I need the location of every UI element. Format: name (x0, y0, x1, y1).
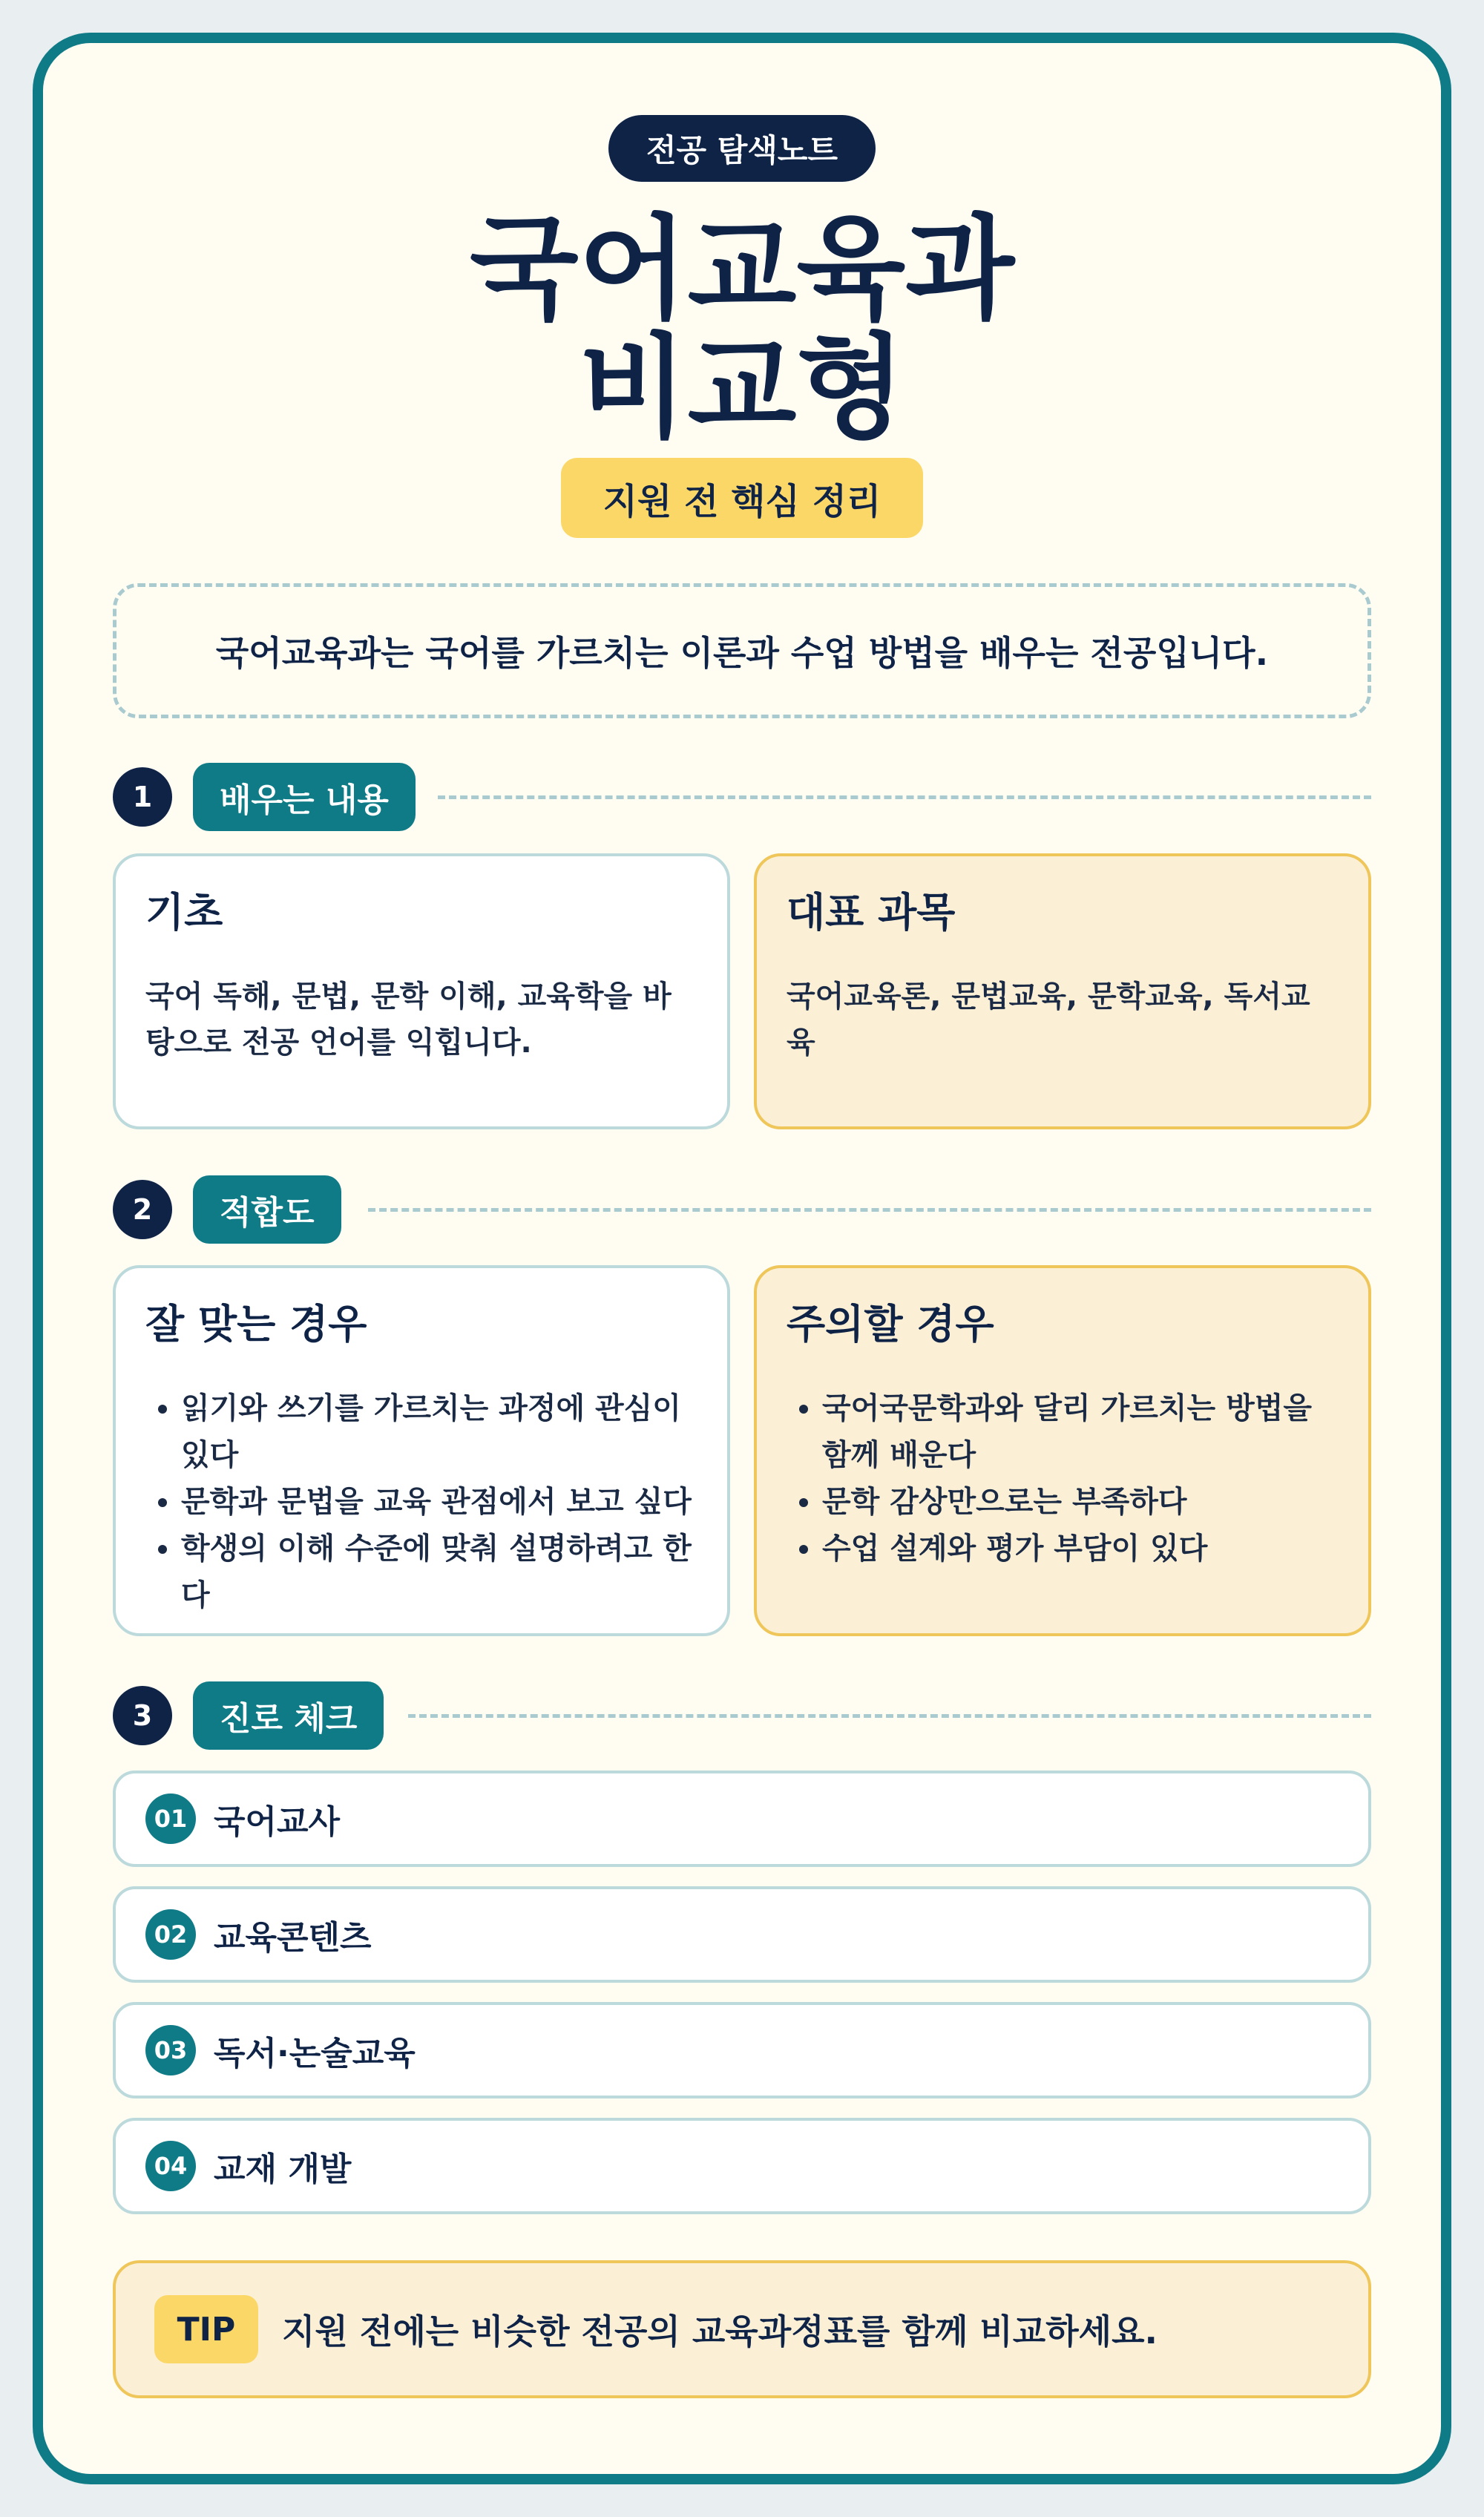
good-fit-card (113, 1265, 730, 1636)
career-number: 03 (145, 2025, 196, 2075)
section-1-tag: 배우는 내용 (193, 763, 416, 831)
page-title-line2: 비교형 (578, 322, 906, 453)
subtitle-badge: 지원 전 핵심 정리 (561, 458, 923, 538)
section-3-divider (408, 1714, 1371, 1718)
good-fit-list (145, 1385, 697, 1619)
basics-text: 국어 독해, 문법, 문학 이해, 교육학을 바탕으로 전공 언어를 익힙니다. (145, 979, 672, 1060)
section-1-divider (438, 795, 1371, 799)
caution-list (787, 1385, 1339, 1572)
section-3-tag: 진로 체크 (193, 1681, 384, 1750)
career-number: 01 (145, 1794, 196, 1844)
tip-text: 지원 전에는 비슷한 전공의 교육과정표를 함께 비교하세요. (282, 2311, 1158, 2352)
section-2-tag: 적합도 (193, 1175, 341, 1244)
list-item: • 국어국문학과와 달리 가르치는 방법을 함께 배운다 (822, 1385, 1339, 1479)
career-item-teacher (113, 1771, 1371, 1867)
section-2-number: 2 (113, 1180, 172, 1239)
career-label: 교재 개발 (214, 2150, 352, 2188)
career-label: 국어교사 (214, 1803, 341, 1841)
career-number: 02 (145, 1909, 196, 1960)
career-label: 독서·논술교육 (214, 2035, 416, 2073)
good-fit-title: 잘 맞는 경우 (145, 1301, 367, 1348)
section-2-divider (368, 1208, 1371, 1212)
tip-box (113, 2260, 1371, 2398)
subjects-text: 국어교육론, 문법교육, 문학교육, 독서교육 (787, 979, 1310, 1060)
section-1-number: 1 (113, 767, 172, 827)
page-title-line1: 국어교육과 (469, 203, 1015, 335)
career-item-textbook (113, 2118, 1371, 2214)
caution-card (754, 1265, 1371, 1636)
section-3-number: 3 (113, 1686, 172, 1745)
list-item: • 읽기와 쓰기를 가르치는 과정에 관심이 있다 (181, 1385, 697, 1479)
basics-title: 기초 (145, 889, 223, 936)
list-item: • 학생의 이해 수준에 맞춰 설명하려고 한다 (181, 1526, 697, 1619)
career-item-reading (113, 2002, 1371, 2098)
intro-text: 국어교육과는 국어를 가르치는 이론과 수업 방법을 배우는 전공입니다. (215, 633, 1269, 673)
career-label: 교육콘텐츠 (214, 1919, 372, 1957)
subjects-card (754, 853, 1371, 1129)
list-item: • 문학 감상만으로는 부족하다 (822, 1479, 1339, 1526)
note-badge: 전공 탐색노트 (608, 115, 876, 182)
tip-badge: TIP (154, 2295, 258, 2363)
list-item: • 수업 설계와 평가 부담이 있다 (822, 1526, 1339, 1572)
intro-box (113, 583, 1371, 718)
caution-title: 주의할 경우 (787, 1301, 994, 1348)
career-number: 04 (145, 2141, 196, 2191)
basics-card (113, 853, 730, 1129)
subjects-title: 대표 과목 (787, 889, 956, 936)
career-item-content (113, 1886, 1371, 1983)
list-item: • 문학과 문법을 교육 관점에서 보고 싶다 (181, 1479, 697, 1526)
